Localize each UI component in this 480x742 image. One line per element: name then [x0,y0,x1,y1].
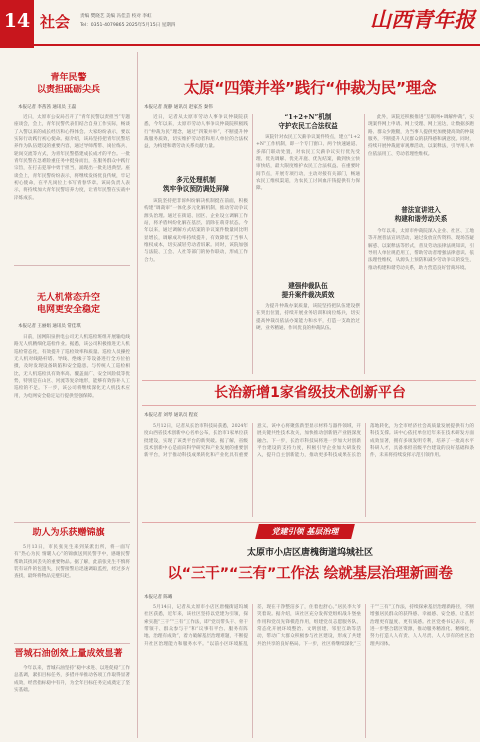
left-divider-3 [14,643,130,644]
story2-body: 日前，国网阳泉供电公司无人机巡检班组开展输电线路无人机精细化巡检作业。据悉，该公司积极推进无人机巡检常态化，有效提升了巡检效率和质量。巡检人员操控无人机对线路杆塔、导线、绝缘子等设备进行全方位拍摄，及时发现设备缺陷和安全隐患。与传统人工巡检相比，无人机巡检具有效率高、覆盖面广、安全风险低等优势，特别是在山区、河流等复杂地形，能够有效弥补人工巡检的不足。下一步，该公司将继续深化无人机技术应用，为电网安全稳定运行提供坚强保障。 [14,335,130,399]
lead-col1-intro: 近日，记者从太原市劳动人事争议仲裁院获悉，今年以来，太原市劳动人事争议仲裁院积极践行“仲裁为民”理念，通过“四策并举”，不断提升仲裁服务质效，切实维护劳动者和用人单位的合法权益，为构建和谐劳动关系贡献力量。 [144,115,248,150]
story1-title: 青年民警 以责担砥砺尖兵 [36,73,100,95]
bottom-kicker: 太原市小店区唐槐街道坞城社区 [246,548,373,558]
lead-col2-body: 该院针对农民工欠薪争议案件特点，建立“1+2+N”工作机制，即一个专门窗口、两个快速通道、多部门联动处置，对农民工欠薪争议实行优先受理、优先调解、优先开庭、优先结案，做到快立快审快结，最大限度维护农民工合法权益。在重要时间节点，开展专项行动，主动对接有关部门，畅通农民工维权渠道，为农民工讨回血汗钱提供有力保障。 [256,135,360,192]
middle-bottom-rule [142,405,476,406]
masthead-editors: 责编 樊晓艺 美编 冯佳芸 校对 李虹 [80,14,152,19]
lead-headline: 太原“四策并举”践行“仲裁为民”理念 [183,79,437,97]
middle-byline: 本报记者 刘琴 通讯员 程宸 [144,413,198,418]
middle-top-rule [142,380,476,381]
story4-title: 晋城石油创效上量成效显著 [14,649,123,659]
column-badge: 党建引领 基层治理 [271,526,339,536]
lead-col-divider-2 [364,114,365,374]
masthead-rule [34,44,480,46]
section-name: 社会 [40,13,71,31]
lead-col3-body-2: 今年以来，太原市仲裁院深入企业、社区、工地等开展普法宣讲活动，通过发放宣传资料、现场答疑解惑、以案释法等形式，普及劳动法律法规知识，引导用人单位规范用工，帮助劳动者增强法律意识、依法理性维权，从源头上预防和减少劳动争议的发生，推动构建和谐劳动关系，助力营造良好营商环境。 [368,229,474,271]
lead-col3-subhead: 普法宣讲进入 构建和谐劳动关系 [394,206,448,223]
lead-col2-body-2: 为提升仲裁办案质量，该院坚持把队伍建设摆在突出位置，持续开展业务培训和岗位练兵，切实提高仲裁员依法办案能力和水平，打造一支政治过硬、业务精通、作风优良的仲裁队伍。 [256,304,360,332]
left-column-divider [137,52,138,738]
middle-headline: 长治新增1家省级技术创新平台 [214,385,406,401]
bottom-body: 5月14日，记者从太原市小店区唐槐街道坞城社区获悉，近年来，该社区坚持以党建为引领，探索实施“三干”“三有”工作法，即“党员带头干、骨干带领干、群众参与干”和“议事有平台、服务有阵地、治理有成效”，着力破解基层治理难题，不断提升社区治理能力和服务水平。“以前小区环境脏乱差，现在干净整洁多了，住着也舒心。”居民李大爷笑着说。据介绍，该社区充分发挥党组织战斗堡垒作用和党员先锋模范作用，组建党员志愿服务队，常态化开展环境整治、文明创建、邻里互助等活动，带动广大群众积极参与社区建设，形成了共建共治共享的良好格局。下一步，社区将继续深化“三干”“三有”工作法，持续探索基层治理新路径，不断增强居民群众的获得感、幸福感、安全感，让基层治理更有温度、更有质感。社区党委书记表示，将进一步整合辖区资源，推动服务精准化、精细化，努力打造人人有责、人人尽责、人人享有的社区治理共同体。 [144,605,474,647]
bottom-headline: 以“三干”“三有”工作法 绘就基层治理新画卷 [167,566,453,582]
page-number: 14 [3,10,31,32]
story3-body: 5月13日，市民张先生来到某派出所，将一面写有“热心为民 情暖人心”的锦旗送到民警手中，感谢民警帮助其找回丢失的重要物品。据了解，此前张先生不慎将装有证件的包遗失，民警接警后迅速调取监控，经过多方查找，最终将物品完璧归赵。 [14,545,130,580]
bottom-byline: 本报记者 陈曦 [144,595,173,600]
left-divider-2 [14,522,130,523]
lead-col2-subhead: “1+2+N”机制 守护农民工合法权益 [278,113,338,130]
story2-title: 无人机常态升空 电网更安全稳定 [36,293,100,315]
lead-col1-subhead: 多元处理机制 筑牢争议预防调处屏障 [163,176,229,193]
story1-body: 近日，太原市公安局召开了“青年民警以责担当”专题座谈会，会上，青年民警代表们结合自身工作实际，畅谈了入警以来的成长经历和心得体会。大家纷纷表示，要以实际行动践行初心使命。据介绍，该局坚持把青年民警培养作为队伍建设的重要内容，通过导师帮带、岗位练兵、轮岗交流等方式，为青年民警搭建成长成才的平台。一批青年民警在急难险重任务中挺身而出，在服务群众中践行宗旨，在打击犯罪中勇于担当，涌现出一批先进典型。座谈会上，青年民警纷纷表示，将继续发扬优良传统，牢记初心使命，在平凡岗位上书写青春华章。该局负责人表示，将持续加大青年民警培养力度，让青年民警在实战中淬炼成长。 [14,115,130,201]
lead-col2-subhead-2: 建强仲裁队伍 提升案件裁决质效 [281,282,335,299]
lead-col-divider-1 [252,114,253,374]
bottom-top-rule [142,522,476,523]
story3-title: 助人为乐获赠锦旗 [32,528,105,538]
lead-col1-body: 该院坚持把非诉纠纷解决机制挺在前面，积极构建“调裁审”一体化多元化解机制，推动劳动争议源头治理。通过在街道、园区、企业设立调解工作站，将矛盾纠纷化解在基层、消除在萌芽状态。今年以来，通过调解方式结案的争议案件数量同比明显增长，调解成功率持续提升，有效降低了当事人维权成本，切实减轻劳动者诉累。同时，该院加强与法院、工会、人社等部门的协作联动，形成工作合力。 [144,199,248,263]
newspaper-logo: 山西青年报 [370,7,475,32]
story1-byline: 本报记者 李茜茜 通讯员 王磊 [18,105,77,110]
story2-byline: 本报记者 王丽娟 通讯员 常佳琪 [18,324,81,329]
lead-col3-body: 此外，该院还积极推进“互联网+调解仲裁”，实现案件网上申请、网上受理、网上送达，让数据多跑路、群众少跑腿，为当事人提供更加便捷高效的仲裁服务，不断提升人民群众的获得感和满意度。同时，持续开展仲裁庭审观摩活动，以案释法，引导用人单位依法用工、劳动者理性维权。 [368,115,474,157]
left-divider-1 [14,265,130,266]
lead-byline: 本报记者 庞静 通讯员 赵家杰 秦伟 [144,105,213,110]
middle-body: 5月12日，记者从长治市科技局获悉，2024年度山西省技术创新中心名单公布，长治市1家单位获批建设，实现了该类平台的新突破。据了解，省级技术创新中心是面向科学研究和产业发展的重要创新平台，对于推动科技成果转化和产业化具有重要意义。该中心将聚焦新型显示材料与器件领域，开展关键共性技术攻关，加快推动创新链产业链深度融合。下一步，长治市科技局将进一步加大对创新平台建设的支持力度，积极引导企业加大研发投入，提升自主创新能力，推动更多科技成果在长治落地转化，为全市经济社会高质量发展提供有力的科技支撑。该中心依托单位近年来在技术研发方面成效显著，拥有多项发明专利，培养了一批高水平科研人才，具备承担省级平台建设的良好基础和条件，未来将持续发挥示范引领作用。 [144,424,474,459]
story4-body: 今年以来，晋城石油坚持“稳中求进、以进促稳”工作总基调，紧扣目标任务，多措并举推动各项工作取得显著成效，经营指标稳中有升，为全年目标任务完成奠定了坚实基础。 [14,666,130,694]
masthead-date: Tel：0351-4079865 2025年5月15日 星期四 [80,23,176,28]
